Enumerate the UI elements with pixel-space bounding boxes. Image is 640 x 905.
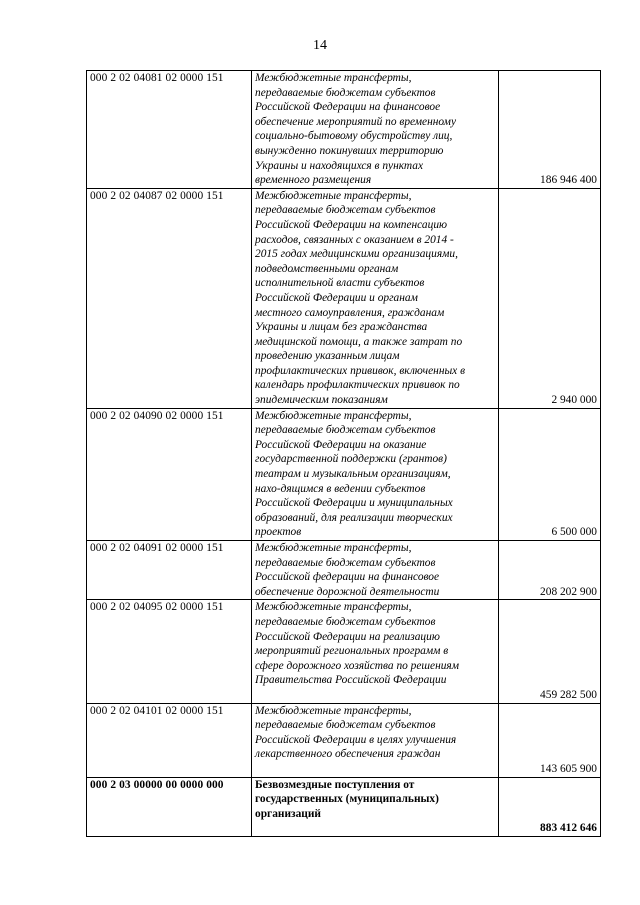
description-line (255, 821, 495, 836)
description-line: обеспечение дорожной деятельности (255, 585, 440, 598)
budget-code-cell: 000 2 02 04090 02 0000 151 (87, 408, 252, 540)
description-line: Украины и лицам без гражданства (255, 321, 428, 334)
description-line: Межбюджетные трансферты, (255, 189, 412, 202)
description-cell (252, 541, 499, 600)
description-line: передаваемые бюджетам субъектов (255, 86, 436, 99)
description-line: Межбюджетные трансферты, (255, 72, 412, 84)
budget-code-cell: 000 2 02 04081 02 0000 151 (87, 71, 252, 189)
table-row (87, 71, 601, 189)
description-line: проведению указанным лицам (255, 350, 400, 363)
description-line (255, 688, 495, 703)
description-line: 2015 годах медицинскими организациями, (255, 248, 458, 261)
table-row (87, 703, 601, 777)
description-line (255, 762, 495, 777)
amount-cell: 6 500 000 (499, 408, 601, 540)
description-line: передаваемые бюджетам субъектов (255, 424, 436, 437)
description-line: мероприятий региональных программ в (255, 645, 449, 658)
description-line: календарь профилактических прививок по (255, 379, 460, 392)
amount-cell: 186 946 400 (499, 71, 601, 189)
description-line: передаваемые бюджетам субъектов (255, 556, 436, 569)
description-line: местного самоуправления, гражданам (255, 306, 445, 319)
description-cell (252, 600, 499, 703)
description-line: передаваемые бюджетам субъектов (255, 204, 436, 217)
table-body (87, 71, 601, 837)
description-line: Российской Федерации в целях улучшения (255, 733, 457, 746)
description-line: Российской Федерации на компенсацию (255, 218, 448, 231)
description-line: Безвозмездные поступления от (255, 778, 415, 791)
description-line: Российской Федерации на реализацию (255, 630, 440, 643)
description-line: Российской Федерации на финансовое (255, 101, 441, 114)
amount-cell: 2 940 000 (499, 188, 601, 408)
description-line: передаваемые бюджетам субъектов (255, 719, 436, 732)
description-line: организаций (255, 807, 321, 820)
description-line: Украины и находящихся в пунктах (255, 159, 424, 172)
description-line: Российской Федерации и муниципальных (255, 497, 453, 510)
budget-code-cell: 000 2 03 00000 00 0000 000 (87, 777, 252, 836)
description-line: Правительства Российской Федерации (255, 674, 447, 687)
budget-code-cell: 000 2 02 04087 02 0000 151 (87, 188, 252, 408)
description-line: Российской Федерации на оказание (255, 438, 427, 451)
description-line: социально-бытовому обустройству лиц, (255, 130, 453, 143)
amount-cell: 459 282 500 (499, 600, 601, 703)
description-line: образований, для реализации творческих (255, 511, 453, 524)
description-line: нахо-дящимся в ведении субъектов (255, 482, 426, 495)
description-line: подведомственными органам (255, 262, 399, 275)
description-line: Российской федерации на финансовое (255, 571, 440, 584)
description-line: профилактических прививок, включенных в (255, 364, 466, 377)
amount-cell: 143 605 900 (499, 703, 601, 777)
amount-cell: 883 412 646 (499, 777, 601, 836)
budget-code-cell: 000 2 02 04091 02 0000 151 (87, 541, 252, 600)
description-line: театрам и музыкальным организациям, (255, 468, 451, 481)
description-line: лекарственного обеспечения граждан (255, 748, 441, 761)
description-line: Межбюджетные трансферты, (255, 601, 412, 614)
description-line: вынужденно покинувших территорию (255, 144, 444, 157)
page-number: 14 (313, 38, 327, 53)
total-row (87, 777, 601, 836)
description-line: медицинской помощи, а также затрат по (255, 335, 463, 348)
amount-cell: 208 202 900 (499, 541, 601, 600)
description-cell (252, 777, 499, 836)
description-cell (252, 188, 499, 408)
table-row (87, 600, 601, 703)
description-line: проектов (255, 526, 302, 539)
table-row (87, 541, 601, 600)
description-line: расходов, связанных с оказанием в 2014 - (255, 233, 454, 246)
budget-code-cell: 000 2 02 04101 02 0000 151 (87, 703, 252, 777)
description-line: обеспечение мероприятий по временному (255, 115, 456, 128)
budget-code-cell: 000 2 02 04095 02 0000 151 (87, 600, 252, 703)
description-line: эпидемическим показаниям (255, 394, 388, 407)
table-row (87, 408, 601, 540)
budget-revenue-table (86, 70, 601, 837)
description-line: Межбюджетные трансферты, (255, 409, 412, 422)
description-line: государственных (муниципальных) (255, 793, 439, 806)
description-line: сфере дорожного хозяйства по решениям (255, 659, 460, 672)
description-line: Межбюджетные трансферты, (255, 704, 412, 717)
description-line: исполнительной власти субъектов (255, 277, 425, 290)
description-line: передаваемые бюджетам субъектов (255, 615, 436, 628)
description-cell (252, 408, 499, 540)
description-line: Межбюджетные трансферты, (255, 542, 412, 554)
table-row (87, 188, 601, 408)
description-cell (252, 703, 499, 777)
description-line: Российской Федерации и органам (255, 291, 418, 304)
description-cell (252, 71, 499, 189)
description-line: государственной поддержки (грантов) (255, 453, 447, 466)
description-line: временного размещения (255, 174, 372, 187)
